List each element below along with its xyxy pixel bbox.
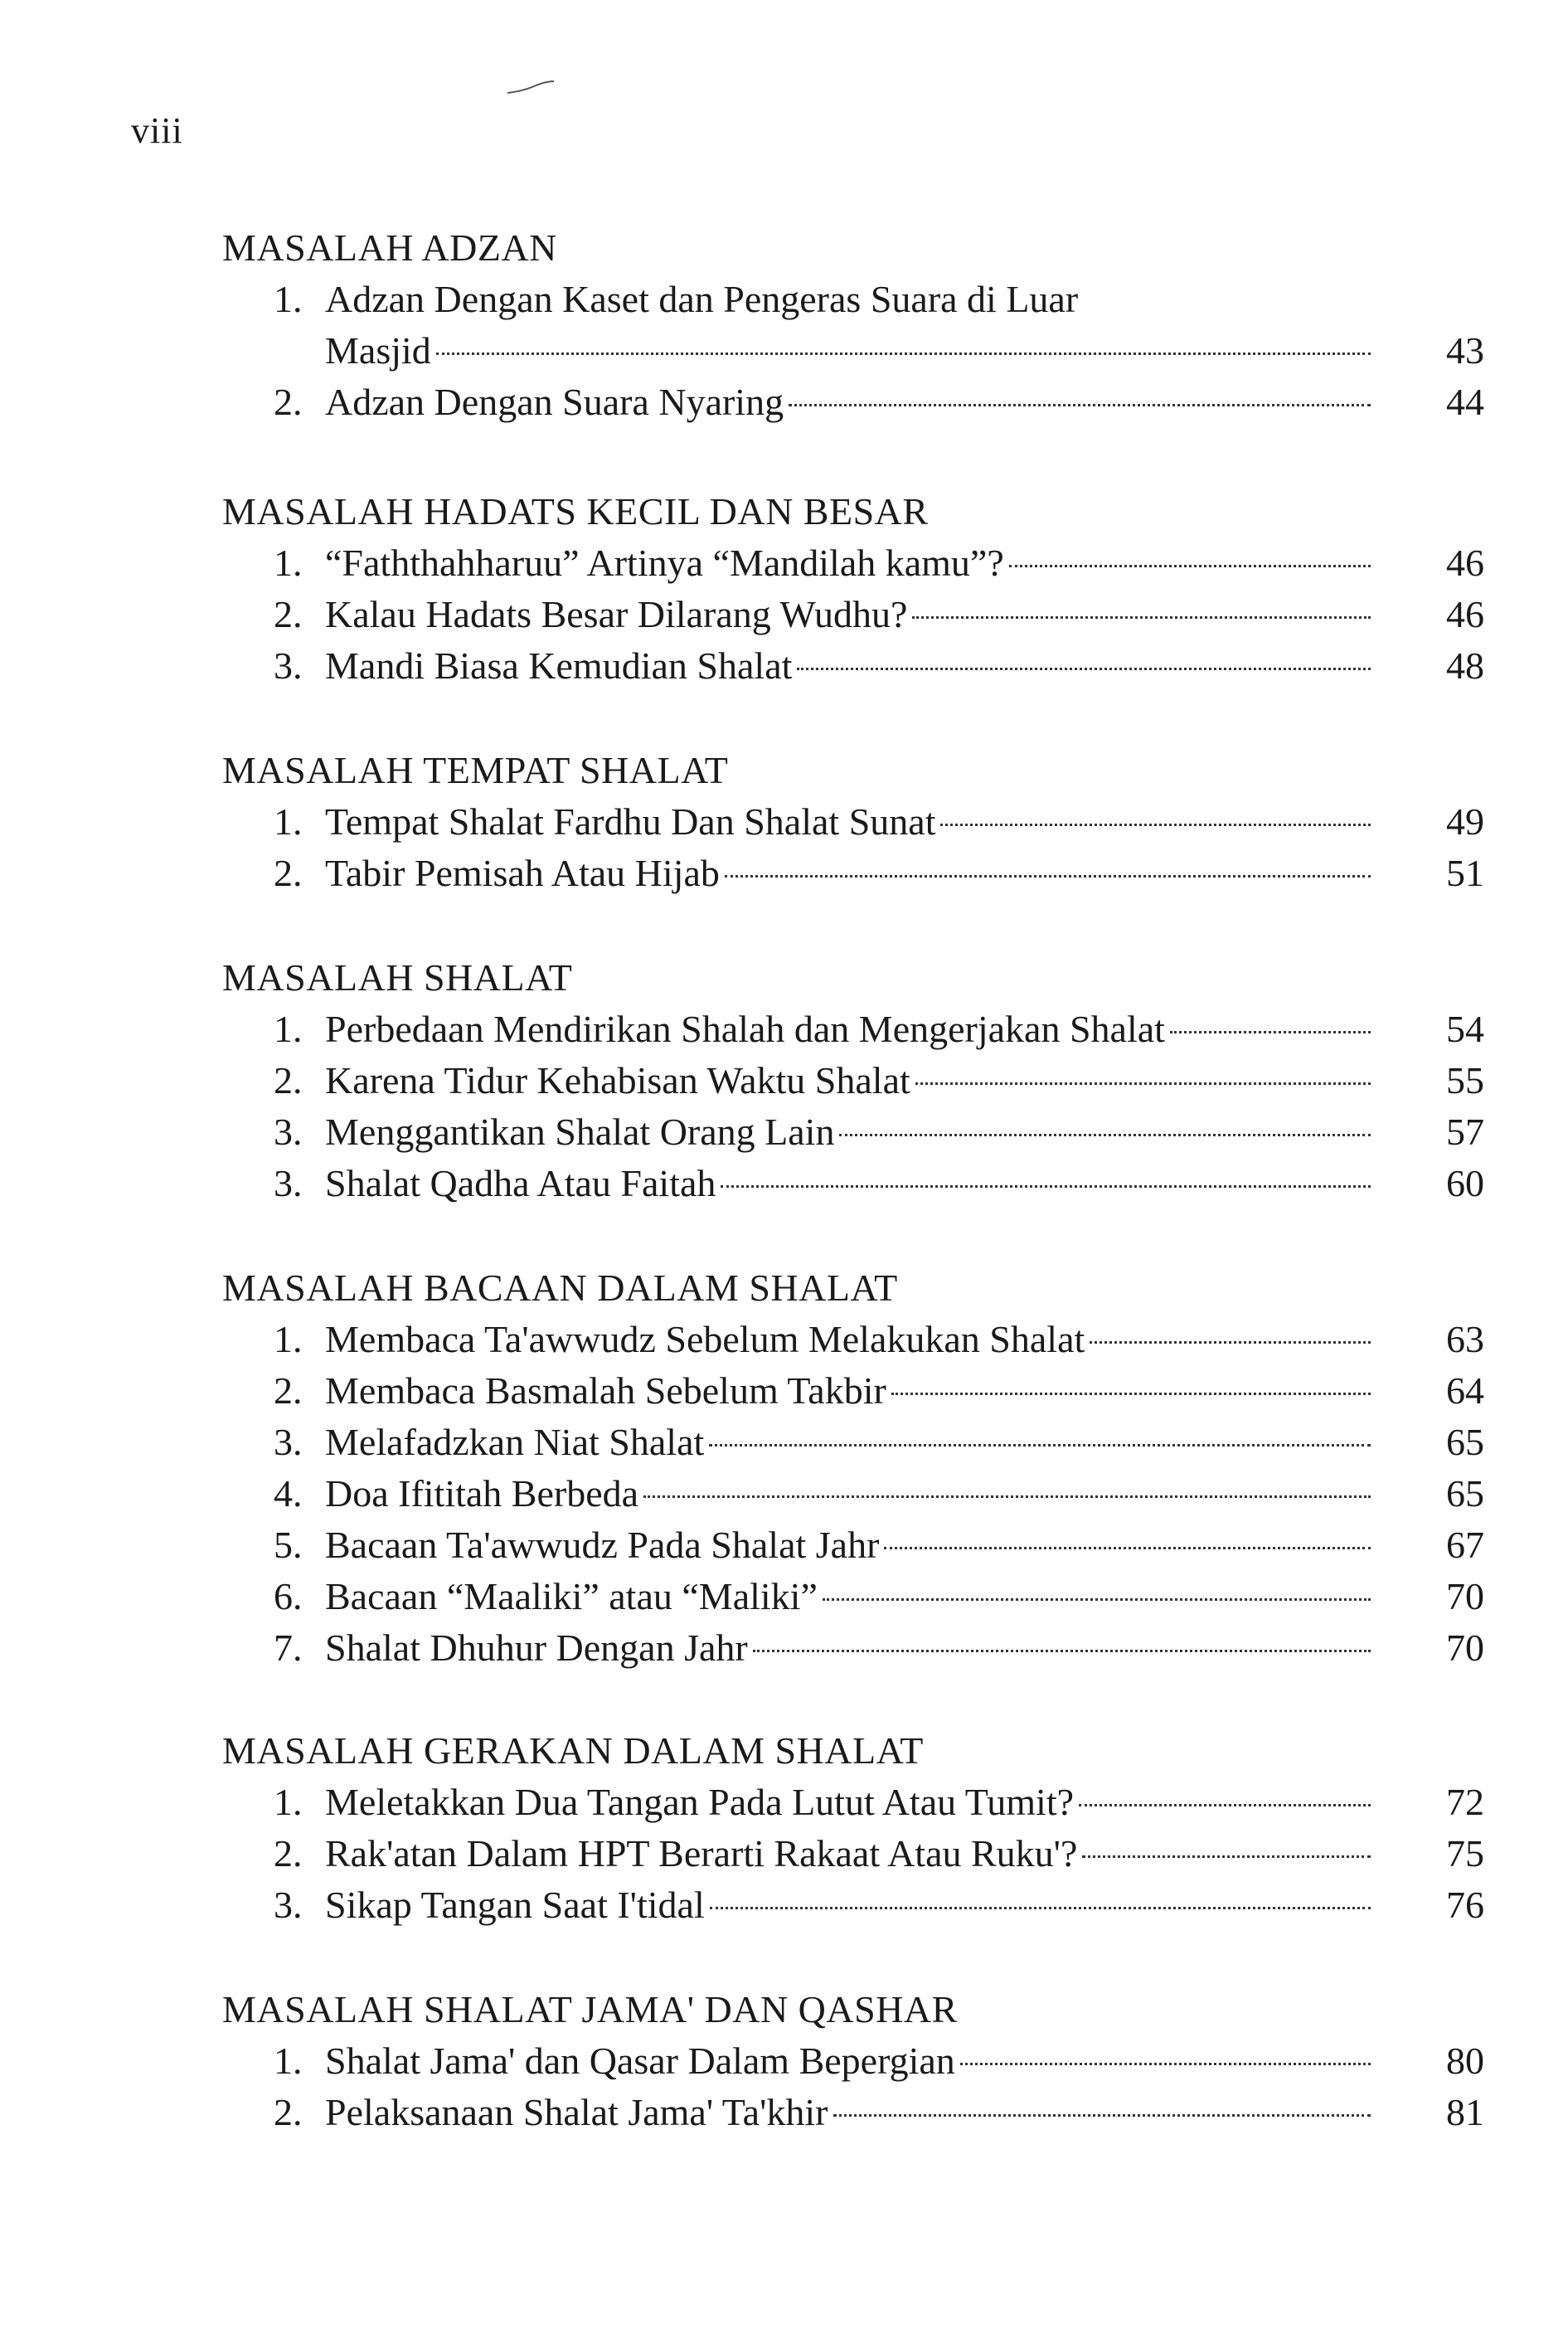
dot-leader: [436, 353, 1371, 355]
entry-title: Meletakkan Dua Tangan Pada Lutut Atau Tumit?: [325, 1781, 1075, 1823]
entry-title: Shalat Qadha Atau Faitah: [325, 1162, 716, 1204]
entry-title: Kalau Hadats Besar Dilarang Wudhu?: [325, 593, 908, 635]
entry-title-row: [325, 1780, 1374, 1824]
toc-entry[interactable]: [274, 1420, 1484, 1471]
entry-title: Tabir Pemisah Atau Hijab: [325, 852, 720, 894]
entry-title: Adzan Dengan Suara Nyaring: [325, 381, 784, 423]
entry-page: 81: [1446, 2091, 1484, 2133]
dot-leader: [709, 1444, 1371, 1447]
entry-title-row: [325, 2039, 1374, 2083]
toc-entry[interactable]: [274, 1626, 1484, 1677]
entry-number: 1.: [274, 542, 303, 584]
entry-title-row: [325, 800, 1374, 844]
entry-number: 2.: [274, 1369, 303, 1412]
entry-number: 4.: [274, 1472, 303, 1515]
entry-number: 3.: [274, 1111, 303, 1153]
entry-title-row: [325, 1161, 1374, 1205]
toc-entry[interactable]: [274, 1007, 1484, 1058]
toc-entry[interactable]: [274, 1110, 1484, 1161]
entry-number: 7.: [274, 1626, 303, 1669]
entry-title: Sikap Tangan Saat I'tidal: [325, 1884, 705, 1926]
entry-title-row: [325, 1574, 1374, 1618]
dot-leader: [823, 1598, 1371, 1601]
dot-leader: [1170, 1031, 1371, 1033]
toc-entry[interactable]: [274, 277, 1484, 380]
entry-page: 51: [1446, 852, 1484, 894]
toc-entry[interactable]: [274, 1471, 1484, 1523]
dot-leader: [940, 824, 1371, 826]
toc-entry[interactable]: [274, 541, 1484, 592]
entry-title-row: [325, 1110, 1374, 1154]
section-title: MASALAH BACAAN DALAM SHALAT: [222, 1267, 898, 1309]
toc-entry[interactable]: [274, 644, 1484, 695]
entry-title: Menggantikan Shalat Orang Lain: [325, 1111, 835, 1153]
entry-page: 65: [1446, 1421, 1484, 1463]
entry-title: Perbedaan Mendirikan Shalah dan Mengerjakan Shalat: [325, 1008, 1165, 1050]
toc-entry[interactable]: [274, 1780, 1484, 1831]
entry-page: 67: [1446, 1524, 1484, 1566]
entry-number: 6.: [274, 1575, 303, 1617]
entry-page: 48: [1446, 644, 1484, 687]
entry-number: 2.: [274, 852, 303, 894]
toc-entry[interactable]: [274, 2090, 1484, 2142]
entry-title: Bacaan “Maaliki” atau “Maliki”: [325, 1575, 818, 1617]
toc-entry[interactable]: [274, 1883, 1484, 1934]
dot-leader: [915, 1082, 1371, 1085]
entry-title-row: [325, 1058, 1374, 1102]
entry-title: Membaca Ta'awwudz Sebelum Melakukan Shalat: [325, 1318, 1085, 1360]
entry-title: Masjid: [325, 329, 431, 372]
toc-entry[interactable]: [274, 1317, 1484, 1369]
entry-title: Rak'atan Dalam HPT Berarti Rakaat Atau Ruku'?: [325, 1832, 1078, 1874]
section-title: MASALAH GERAKAN DALAM SHALAT: [222, 1729, 924, 1772]
toc-entry[interactable]: [274, 1831, 1484, 1883]
entry-title-row: [325, 2090, 1374, 2134]
toc-entry[interactable]: [274, 1523, 1484, 1574]
entry-page: 43: [1446, 329, 1484, 372]
toc-entry[interactable]: [274, 1161, 1484, 1213]
entry-page: 72: [1446, 1781, 1484, 1823]
entry-title: Shalat Jama' dan Qasar Dalam Bepergian: [325, 2040, 955, 2082]
entry-title-row: [325, 1420, 1374, 1464]
scan-mark: [506, 80, 556, 95]
entry-page: 55: [1446, 1059, 1484, 1101]
dot-leader: [960, 2063, 1371, 2065]
entry-title: Karena Tidur Kehabisan Waktu Shalat: [325, 1059, 910, 1101]
entry-number: 3.: [274, 644, 303, 687]
entry-title-row: [325, 328, 1374, 372]
entry-page: 63: [1446, 1318, 1484, 1360]
section-title: MASALAH SHALAT JAMA' DAN QASHAR: [222, 1988, 958, 2030]
dot-leader: [797, 668, 1371, 670]
section-title: MASALAH SHALAT: [222, 956, 573, 999]
entry-title: Melafadzkan Niat Shalat: [325, 1421, 705, 1463]
entry-number: 1.: [274, 2040, 303, 2082]
dot-leader: [839, 1134, 1371, 1136]
entry-title-row: [325, 1831, 1374, 1875]
dot-leader: [884, 1547, 1371, 1549]
entry-number: 3.: [274, 1421, 303, 1463]
dot-leader: [643, 1495, 1371, 1498]
dot-leader: [1082, 1855, 1371, 1858]
entry-title-row: [325, 541, 1374, 585]
entry-number: 3.: [274, 1884, 303, 1926]
toc-entry[interactable]: [274, 1574, 1484, 1626]
entry-title: Tempat Shalat Fardhu Dan Shalat Sunat: [325, 800, 936, 843]
entry-page: 49: [1446, 800, 1484, 843]
entry-number: 1.: [274, 278, 303, 320]
entry-page: 54: [1446, 1008, 1484, 1050]
dot-leader: [912, 616, 1371, 619]
entry-number: 1.: [274, 800, 303, 843]
section-title: MASALAH TEMPAT SHALAT: [222, 749, 729, 791]
toc-entry[interactable]: [274, 2039, 1484, 2090]
dot-leader: [710, 1907, 1371, 1909]
section-title: MASALAH HADATS KECIL DAN BESAR: [222, 490, 929, 532]
entry-page: 76: [1446, 1884, 1484, 1926]
entry-title-row: [325, 644, 1374, 688]
toc-entry[interactable]: [274, 1058, 1484, 1110]
entry-title: Shalat Dhuhur Dengan Jahr: [325, 1626, 748, 1669]
toc-entry[interactable]: [274, 380, 1484, 431]
entry-title-row: [325, 851, 1374, 895]
entry-title: Pelaksanaan Shalat Jama' Ta'khir: [325, 2091, 828, 2133]
toc-entry[interactable]: [274, 592, 1484, 644]
toc-entry[interactable]: [274, 800, 1484, 851]
dot-leader: [789, 404, 1371, 406]
entry-page: 44: [1446, 381, 1484, 423]
entry-number: 2.: [274, 2091, 303, 2133]
entry-title: “Faththahharuu” Artinya “Mandilah kamu”?: [325, 542, 1004, 584]
entry-number: 1.: [274, 1008, 303, 1050]
entry-title-row: [325, 380, 1374, 424]
dot-leader: [725, 875, 1371, 878]
entry-title: Membaca Basmalah Sebelum Takbir: [325, 1369, 886, 1412]
entry-title-row: [325, 1523, 1374, 1567]
entry-title: Mandi Biasa Kemudian Shalat: [325, 644, 793, 687]
entry-page: 75: [1446, 1832, 1484, 1874]
entry-number: 2.: [274, 381, 303, 423]
entry-title-line1: Adzan Dengan Kaset dan Pengeras Suara di Luar: [325, 278, 1079, 320]
entry-title-row: [325, 1626, 1374, 1670]
dot-leader: [721, 1185, 1371, 1188]
entry-number: 1.: [274, 1781, 303, 1823]
entry-page: 64: [1446, 1369, 1484, 1412]
entry-number: 5.: [274, 1524, 303, 1566]
entry-title-row: [325, 1317, 1374, 1361]
entry-page: 46: [1446, 593, 1484, 635]
entry-title-row: [325, 1883, 1374, 1927]
entry-number: 1.: [274, 1318, 303, 1360]
entry-page: 57: [1446, 1111, 1484, 1153]
entry-page: 70: [1446, 1575, 1484, 1617]
toc-entry[interactable]: [274, 851, 1484, 902]
page-number: viii: [131, 110, 183, 151]
entry-number: 3.: [274, 1162, 303, 1204]
dot-leader: [833, 2114, 1371, 2117]
entry-page: 46: [1446, 542, 1484, 584]
entry-number: 2.: [274, 593, 303, 635]
entry-title: Doa Ifititah Berbeda: [325, 1472, 639, 1515]
entry-title-row: [325, 1471, 1374, 1515]
entry-number: 2.: [274, 1059, 303, 1101]
toc-entry[interactable]: [274, 1369, 1484, 1420]
entry-page: 70: [1446, 1626, 1484, 1669]
section-title: MASALAH ADZAN: [222, 226, 557, 269]
entry-page: 80: [1446, 2040, 1484, 2082]
entry-page: 60: [1446, 1162, 1484, 1204]
dot-leader: [1079, 1804, 1371, 1806]
entry-number: 2.: [274, 1832, 303, 1874]
entry-title-row: [325, 592, 1374, 636]
dot-leader: [1009, 565, 1371, 567]
dot-leader: [753, 1650, 1371, 1652]
entry-title: Bacaan Ta'awwudz Pada Shalat Jahr: [325, 1524, 880, 1566]
dot-leader: [891, 1393, 1371, 1395]
entry-page: 65: [1446, 1472, 1484, 1515]
dot-leader: [1090, 1341, 1371, 1344]
entry-title-row: [325, 1007, 1374, 1051]
entry-title-row: [325, 1369, 1374, 1412]
